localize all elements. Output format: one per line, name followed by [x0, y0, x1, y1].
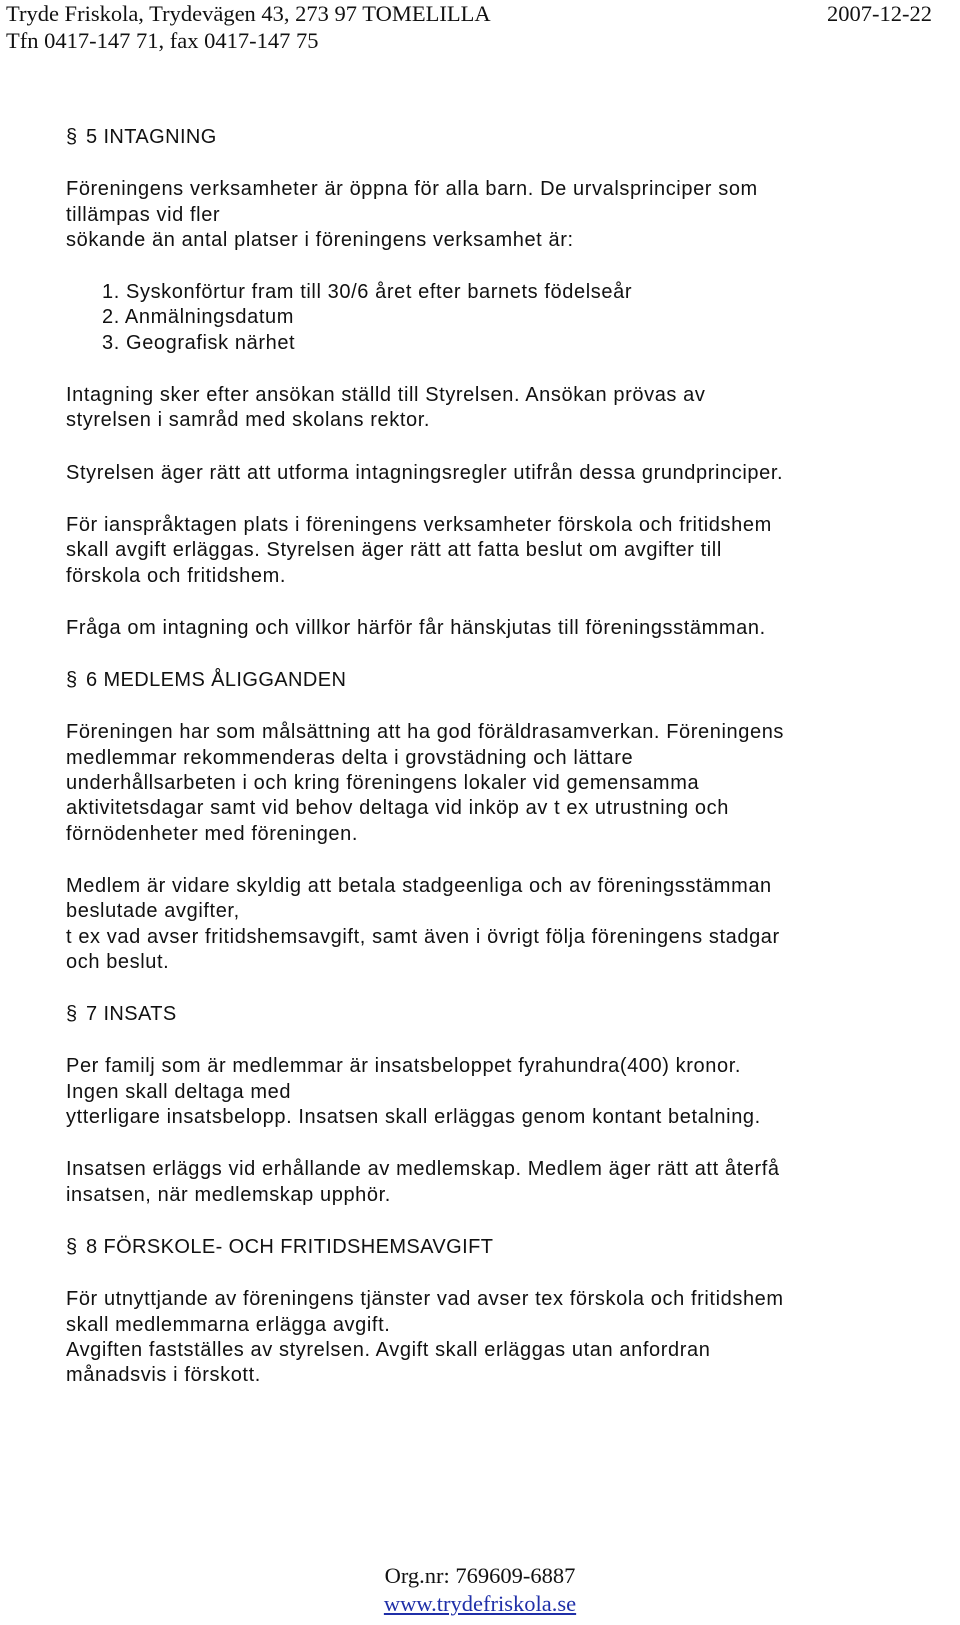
section-7-title: 7 INSATS	[86, 1003, 177, 1026]
section-7-paragraph: Insatsen erläggs vid erhållande av medlemskap. Medlem äger rätt att återfå insatsen, när medlemskap upphör.	[66, 1158, 780, 1206]
footer-website	[0, 1590, 960, 1617]
section-6-heading	[66, 668, 946, 693]
section-7-heading	[66, 1002, 946, 1027]
footer-org-number: Org.nr: 769609-6887	[384, 1563, 576, 1588]
section-7-paragraph: Per familj som är medlemmar är insatsbeloppet fyrahundra(400) kronor. Ingen skall deltaga med ytterligare insatsbelopp. Insatsen skall erläggas genom kontant betalning.	[66, 1055, 761, 1129]
letterhead-address: Tryde Friskola, Trydevägen 43, 273 97 TOMELILLA	[6, 1, 491, 26]
paragraph-sign-icon: §	[66, 126, 78, 148]
section-5-paragraph: Styrelsen äger rätt att utforma intagningsregler utifrån dessa grundprinciper.	[66, 461, 784, 484]
letterhead	[6, 0, 491, 54]
section-8-heading	[66, 1235, 946, 1260]
paragraph-sign-icon: §	[66, 1003, 78, 1026]
admission-priority-list	[66, 280, 946, 356]
section-5-paragraph: Föreningens verksamheter är öppna för alla barn. De urvalsprinciper som tillämpas vid fler sökande än antal platser i föreningens verksamhet är:	[66, 178, 758, 251]
list-item: 3. Geografisk närhet	[102, 331, 296, 354]
section-8-paragraph: För utnyttjande av föreningens tjänster vad avser tex förskola och fritidshem skall medlemmarna erlägga avgift. Avgiften fastställes av styrelsen. Avgift skall erläggas utan anfordran månadsvis i förskott.	[66, 1288, 784, 1387]
section-5-paragraph: Intagning sker efter ansökan ställd till Styrelsen. Ansökan prövas av styrelsen i samråd med skolans rektor.	[66, 384, 706, 432]
section-6-paragraph: Medlem är vidare skyldig att betala stadgeenliga och av föreningsstämman beslutade avgifter, t ex vad avser fritidshemsavgift, samt även i övrigt följa föreningens stadgar och beslut.	[66, 874, 780, 973]
letterhead-phone-fax: Tfn 0417-147 71, fax 0417-147 75	[6, 28, 319, 53]
section-5-paragraph: För ianspråktagen plats i föreningens verksamheter förskola och fritidshem skall avgift erläggas. Styrelsen äger rätt att fatta beslut om avgifter till förskola och fritidshem.	[66, 513, 772, 587]
list-item: 1. Syskonförtur fram till 30/6 året efter barnets födelseår	[102, 281, 633, 304]
section-6-title: 6 MEDLEMS ÅLIGGANDEN	[86, 669, 347, 692]
document-body	[66, 125, 946, 1388]
paragraph-sign-icon: §	[66, 1235, 78, 1258]
section-5-title: 5 INTAGNING	[86, 126, 217, 148]
paragraph-sign-icon: §	[66, 669, 78, 692]
document-date: 2007-12-22	[827, 1, 932, 26]
list-item: 2. Anmälningsdatum	[102, 306, 295, 329]
section-6-paragraph: Föreningen har som målsättning att ha god föräldrasamverkan. Föreningens medlemmar rekommenderas delta i grovstädning och lättare underhållsarbeten i och kring föreningens lokaler vid gemensamma aktivitetsdagar samt vid behov deltaga vid inköp av t ex utrustning och förnödenheter med föreningen.	[66, 721, 785, 845]
section-5-paragraph: Fråga om intagning och villkor härför får hänskjutas till föreningsstämman.	[66, 616, 766, 639]
website-link[interactable]: www.trydefriskola.se	[383, 1591, 577, 1616]
section-8-title: 8 FÖRSKOLE- OCH FRITIDSHEMSAVGIFT	[86, 1235, 494, 1258]
section-5-heading	[66, 125, 946, 150]
